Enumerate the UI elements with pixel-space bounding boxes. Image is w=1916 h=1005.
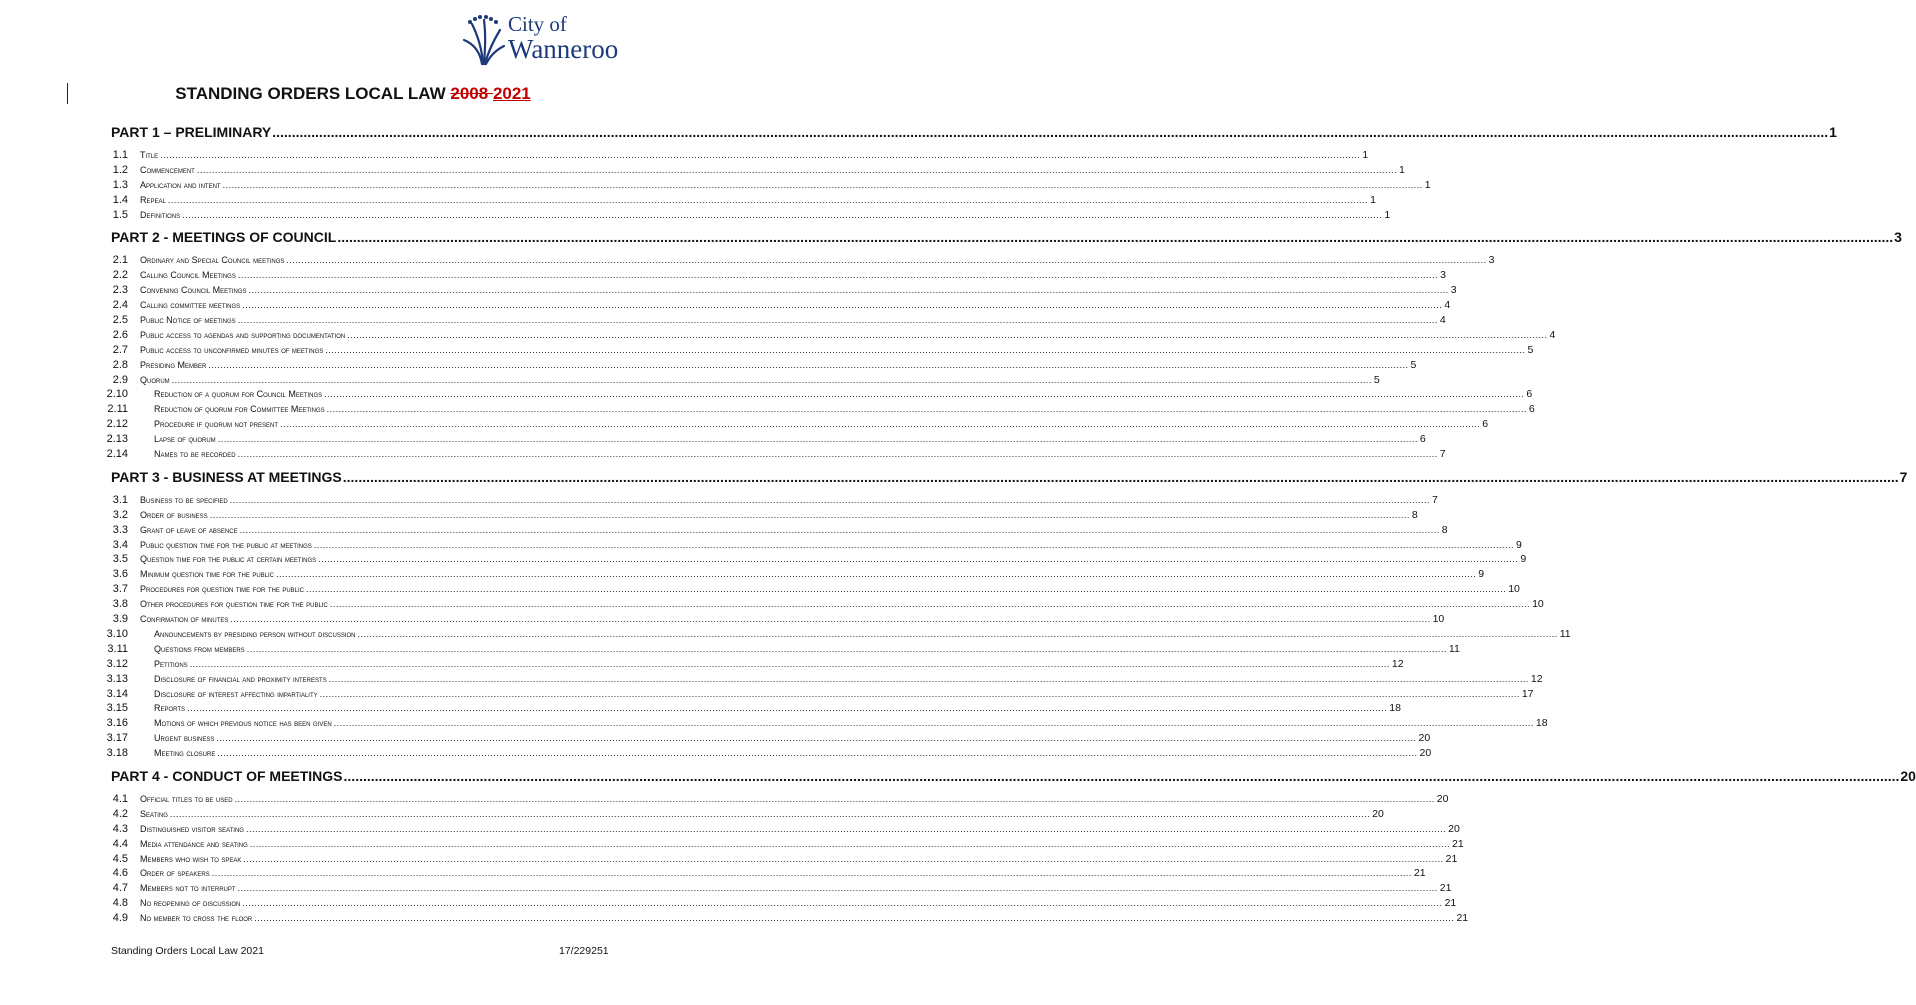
entry-title: Disclosure of interest affecting impartiality [154,688,318,699]
toc-entry[interactable] [96,538,1522,554]
toc-entry[interactable] [96,178,1431,194]
entry-number: 2.6 [112,328,128,341]
entry-title: Title [140,150,159,160]
dot-leader: ................................................................................................................................................................................................................................................................................................................................................................................................................ [229,494,1430,505]
entry-page-number: 9 [1478,568,1485,581]
entry-number: 2.9 [112,373,128,386]
entry-number: 2.3 [112,284,128,297]
part-title: PART 1 – PRELIMINARY [111,124,272,140]
dot-leader: ................................................................................................................................................................................................................................................................................................................................................................................................................ [343,767,1900,784]
dot-leader: ................................................................................................................................................................................................................................................................................................................................................................................................................ [237,883,1438,894]
toc-entry[interactable] [96,613,1445,628]
entry-title: Urgent business [154,733,215,744]
dot-leader: ................................................................................................................................................................................................................................................................................................................................................................................................................ [246,643,1447,654]
entry-title: Application and intent [140,179,221,190]
entry-page-number: 1 [1370,193,1376,206]
dot-leader: ................................................................................................................................................................................................................................................................................................................................................................................................................ [217,434,1418,445]
entry-page-number: 21 [1413,867,1426,880]
entry-page-number: 21 [1452,837,1464,850]
toc-entry[interactable] [96,149,1369,164]
footer-reference-number: 17/229251 [559,945,609,957]
entry-number: 1.2 [112,163,128,176]
entry-page-number: 1 [1399,163,1405,176]
toc-part-heading[interactable] [111,468,1908,490]
dot-leader: ................................................................................................................................................................................................................................................................................................................................................................................................................ [329,599,1531,610]
entry-page-number: 5 [1373,373,1380,386]
entry-page-number: 12 [1391,657,1404,670]
entry-page-number: 7 [1439,448,1446,461]
dot-leader: ................................................................................................................................................................................................................................................................................................................................................................................................................ [286,255,1487,266]
toc-entry[interactable] [96,568,1485,583]
entry-number: 3.11 [107,642,128,655]
dot-leader: ................................................................................................................................................................................................................................................................................................................................................................................................................ [189,658,1390,669]
title-deleted-year: 2008 [450,84,493,103]
dot-leader: ................................................................................................................................................................................................................................................................................................................................................................................................................ [280,419,1481,430]
entry-page-number: 5 [1527,343,1534,356]
dot-leader: ................................................................................................................................................................................................................................................................................................................................................................................................................ [318,554,1519,565]
entry-page-number: 8 [1411,508,1418,521]
entry-number: 3.1 [112,493,128,506]
entry-page-number: 3 [1450,284,1457,297]
entry-title: Commencement [140,164,195,175]
dot-leader: ................................................................................................................................................................................................................................................................................................................................................................................................................ [167,194,1369,205]
part-page-number: 3 [1894,229,1902,246]
entry-title: Media attendance and seating [140,838,248,849]
entry-number: 3.16 [106,717,128,730]
dot-leader: ................................................................................................................................................................................................................................................................................................................................................................................................................ [160,150,1361,160]
entry-page-number: 11 [1448,642,1460,655]
dot-leader: ................................................................................................................................................................................................................................................................................................................................................................................................................ [324,389,1525,400]
entry-title: Calling committee meetings [140,300,241,311]
entry-title: Seating [140,808,168,819]
entry-title: Presiding Member [140,359,207,370]
dot-leader: ................................................................................................................................................................................................................................................................................................................................................................................................................ [319,688,1520,699]
entry-title: Calling Council Meetings [140,270,236,281]
entry-number: 2.8 [112,358,128,371]
dot-leader: ................................................................................................................................................................................................................................................................................................................................................................................................................ [237,315,1438,326]
dot-leader: ................................................................................................................................................................................................................................................................................................................................................................................................................ [325,344,1526,355]
dot-leader: ................................................................................................................................................................................................................................................................................................................................................................................................................ [357,628,1558,639]
dot-leader: ................................................................................................................................................................................................................................................................................................................................................................................................................ [171,374,1372,385]
toc-entry[interactable] [96,702,1401,717]
toc-entry[interactable] [96,897,1457,912]
entry-number: 3.3 [112,523,128,536]
entry-page-number: 6 [1482,418,1489,431]
entry-title: Official titles to be used [140,793,233,804]
entry-title: Minimum question time for the public [140,569,275,580]
toc-entry[interactable] [96,343,1534,359]
entry-page-number: 10 [1432,613,1445,626]
entry-page-number: 3 [1488,254,1495,267]
toc-entry[interactable] [96,193,1376,209]
entry-number: 2.4 [112,299,128,312]
entry-page-number: 10 [1532,598,1544,611]
entry-number: 1.4 [112,193,128,206]
toc-entry[interactable] [96,642,1460,658]
dot-leader: ................................................................................................................................................................................................................................................................................................................................................................................................................ [242,898,1443,909]
entry-title: Definitions [140,209,181,220]
entry-number: 3.2 [112,508,128,521]
entry-page-number: 9 [1520,553,1527,566]
entry-title: Confirmation of minutes [140,614,229,625]
entry-number: 4.8 [112,897,128,910]
entry-title: Disclosure of financial and proximity interests [154,673,327,684]
entry-number: 3.7 [112,583,128,596]
toc-entry[interactable] [96,314,1446,329]
city-logo [460,12,700,67]
entry-page-number: 4 [1549,328,1556,341]
entry-title: Other procedures for question time for the public [140,599,328,610]
logo-line-2: Wanneroo [508,34,619,64]
entry-title: Meeting closure [154,748,216,759]
toc-entry[interactable] [96,672,1543,688]
entry-number: 3.13 [106,672,128,685]
entry-title: Members not to interrupt [140,883,236,894]
entry-page-number: 18 [1389,702,1401,715]
title-inserted-year: 2021 [492,84,531,103]
dot-leader: ................................................................................................................................................................................................................................................................................................................................................................................................................ [182,209,1383,220]
entry-page-number: 8 [1441,523,1448,536]
entry-title: No reopening of discussion [140,898,241,909]
dot-leader: ................................................................................................................................................................................................................................................................................................................................................................................................................ [245,823,1447,834]
entry-title: Business to be specified [140,494,228,505]
toc-entry[interactable] [96,163,1405,179]
entry-number: 3.15 [106,702,128,715]
dot-leader: ................................................................................................................................................................................................................................................................................................................................................................................................................ [326,404,1527,415]
footer-document-name: Standing Orders Local Law 2021 [111,945,264,957]
dot-leader: ................................................................................................................................................................................................................................................................................................................................................................................................................ [306,584,1507,595]
document-title [0,84,706,104]
entry-title: Public access to unconfirmed minutes of meetings [140,344,324,355]
entry-page-number: 7 [1431,493,1438,506]
part-page-number: 1 [1829,124,1837,140]
toc-part-heading[interactable] [111,124,1837,145]
dot-leader: ................................................................................................................................................................................................................................................................................................................................................................................................................ [272,124,1829,140]
entry-number: 2.10 [106,388,128,401]
entry-title: Distinguished visitor seating [140,823,244,834]
entry-title: Reports [154,703,186,714]
toc-entry[interactable] [96,328,1556,344]
toc-entry[interactable] [96,418,1489,433]
entry-number: 4.3 [112,822,128,835]
entry-page-number: 9 [1515,538,1522,551]
entry-page-number: 21 [1439,882,1452,895]
entry-number: 1.5 [112,208,128,221]
entry-page-number: 11 [1559,627,1571,640]
dot-leader: ................................................................................................................................................................................................................................................................................................................................................................................................................ [230,614,1431,625]
entry-page-number: 20 [1436,792,1449,805]
dot-leader: ................................................................................................................................................................................................................................................................................................................................................................................................................ [216,733,1417,744]
entry-page-number: 1 [1424,178,1431,191]
dot-leader: ................................................................................................................................................................................................................................................................................................................................................................................................................ [237,449,1438,460]
dot-leader: ................................................................................................................................................................................................................................................................................................................................................................................................................ [211,868,1412,879]
toc-entry[interactable] [96,508,1418,524]
toc-entry[interactable] [96,284,1457,299]
entry-title: Motions of which previous notice has been given [154,718,332,729]
toc-entry[interactable] [96,657,1404,673]
entry-page-number: 12 [1530,672,1543,685]
dot-leader: ................................................................................................................................................................................................................................................................................................................................................................................................................ [217,748,1418,759]
toc-entry[interactable] [96,358,1417,374]
dot-leader: ................................................................................................................................................................................................................................................................................................................................................................................................................ [169,808,1371,819]
entry-number: 3.4 [112,538,128,551]
toc-entry[interactable] [96,388,1533,403]
entry-page-number: 6 [1419,433,1426,446]
entry-title: No member to cross the floor [140,913,253,924]
toc-entry[interactable] [96,493,1438,509]
dot-leader: ................................................................................................................................................................................................................................................................................................................................................................................................................ [237,270,1439,281]
toc-entry[interactable] [96,867,1426,882]
entry-page-number: 1 [1362,149,1369,161]
entry-title: Names to be recorded [154,449,236,460]
entry-title: Ordinary and Special Council meetings [140,255,285,266]
entry-number: 3.14 [106,687,128,700]
dot-leader: ................................................................................................................................................................................................................................................................................................................................................................................................................ [249,838,1450,849]
entry-title: Convening Council Meetings [140,285,247,296]
entry-page-number: 20 [1419,747,1432,760]
toc-entry[interactable] [96,373,1380,389]
toc-entry[interactable] [96,448,1446,463]
dot-leader: ................................................................................................................................................................................................................................................................................................................................................................................................................ [209,509,1410,520]
entry-number: 4.4 [112,837,128,850]
entry-title: Public access to agendas and supporting documentation [140,329,346,340]
dot-leader: ................................................................................................................................................................................................................................................................................................................................................................................................................ [328,673,1529,684]
entry-page-number: 18 [1535,717,1548,730]
toc-entry[interactable] [96,208,1391,224]
entry-number: 2.14 [106,448,128,461]
entry-title: Quorum [140,374,170,385]
entry-title: Questions from members [154,643,245,654]
part-page-number: 7 [1899,468,1908,485]
toc-entry[interactable] [96,433,1426,448]
entry-number: 2.11 [107,403,128,416]
toc-entry[interactable] [96,747,1432,762]
entry-number: 2.12 [106,418,128,431]
entry-title: Grant of leave of absence [140,524,238,535]
entry-number: 3.12 [106,657,128,670]
dot-leader: ................................................................................................................................................................................................................................................................................................................................................................................................................ [248,285,1449,296]
entry-number: 1.1 [112,149,128,161]
toc-entry[interactable] [96,403,1535,418]
entry-number: 3.18 [106,747,128,760]
entry-number: 4.1 [112,792,128,805]
toc-part-heading[interactable] [111,229,1902,250]
entry-title: Public question time for the public at meetings [140,539,312,550]
entry-title: Petitions [154,658,188,669]
toc-entry[interactable] [96,598,1544,613]
toc-entry[interactable] [96,822,1460,838]
entry-title: Reduction of a quorum for Council Meetings [154,389,323,400]
entry-title: Procedure if quorum not present [154,419,279,430]
entry-page-number: 3 [1440,269,1446,282]
entry-title: Reduction of quorum for Committee Meetings [154,404,325,415]
dot-leader: ................................................................................................................................................................................................................................................................................................................................................................................................................ [342,468,1899,485]
toc-entry[interactable] [96,717,1548,732]
entry-number: 4.7 [112,882,128,895]
toc-entry[interactable] [96,254,1495,269]
entry-title: Lapse of quorum [154,434,216,445]
entry-number: 4.9 [112,912,128,925]
entry-page-number: 6 [1528,403,1535,416]
dot-leader: ................................................................................................................................................................................................................................................................................................................................................................................................................ [313,539,1514,550]
entry-number: 4.6 [112,867,128,880]
dot-leader: ................................................................................................................................................................................................................................................................................................................................................................................................................ [187,703,1388,714]
toc-entry[interactable] [96,792,1449,808]
entry-number: 2.13 [106,433,128,446]
entry-number: 1.3 [112,178,128,191]
entry-number: 2.5 [112,314,128,327]
entry-number: 3.5 [112,553,128,566]
entry-page-number: 5 [1410,358,1417,371]
entry-number: 2.1 [112,254,128,267]
logo-line-1: City of [508,12,567,36]
toc-entry[interactable] [96,553,1527,568]
toc-entry[interactable] [96,583,1520,598]
title-main: STANDING ORDERS LOCAL LAW [175,84,451,103]
entry-page-number: 20 [1418,732,1431,745]
entry-page-number: 20 [1448,822,1460,835]
toc-entry[interactable] [96,852,1458,868]
entry-title: Members who wish to speak [140,853,242,864]
toc-entry[interactable] [96,269,1446,284]
entry-page-number: 17 [1521,687,1534,700]
entry-page-number: 6 [1526,388,1533,401]
entry-number: 4.5 [112,852,128,865]
entry-number: 2.7 [112,343,128,356]
grass-tree-logo-icon [460,14,506,66]
entry-number: 3.6 [112,568,128,581]
table-of-contents [96,124,1916,927]
entry-page-number: 1 [1384,208,1391,221]
part-title: PART 2 - MEETINGS OF COUNCIL [111,229,337,246]
toc-entry[interactable] [96,837,1464,853]
entry-title: Repeal [140,194,166,205]
toc-entry[interactable] [96,299,1451,314]
entry-number: 3.17 [106,732,128,745]
dot-leader: ................................................................................................................................................................................................................................................................................................................................................................................................................ [239,524,1440,535]
entry-title: Announcements by presiding person without discussion [154,628,356,639]
entry-page-number: 4 [1444,299,1451,312]
entry-page-number: 21 [1456,912,1469,925]
dot-leader: ................................................................................................................................................................................................................................................................................................................................................................................................................ [337,229,1894,246]
dot-leader: ................................................................................................................................................................................................................................................................................................................................................................................................................ [196,164,1398,175]
toc-entry[interactable] [96,523,1448,539]
entry-number: 4.2 [112,807,128,820]
entry-page-number: 10 [1508,583,1520,596]
dot-leader: ................................................................................................................................................................................................................................................................................................................................................................................................................ [254,913,1455,924]
dot-leader: ................................................................................................................................................................................................................................................................................................................................................................................................................ [208,359,1409,370]
entry-title: Order of business [140,509,208,520]
dot-leader: ................................................................................................................................................................................................................................................................................................................................................................................................................ [347,329,1548,340]
dot-leader: ................................................................................................................................................................................................................................................................................................................................................................................................................ [243,853,1444,864]
toc-entry[interactable] [96,912,1469,927]
entry-title: Order of speakers [140,868,210,879]
entry-page-number: 21 [1445,852,1458,865]
toc-entry[interactable] [96,882,1452,897]
entry-number: 3.9 [112,613,128,626]
toc-entry[interactable] [96,732,1431,747]
entry-number: 2.2 [112,269,128,282]
toc-entry[interactable] [96,687,1534,703]
part-title: PART 3 - BUSINESS AT MEETINGS [111,468,342,485]
entry-page-number: 4 [1439,314,1446,327]
dot-leader: ................................................................................................................................................................................................................................................................................................................................................................................................................ [276,569,1477,580]
entry-title: Question time for the public at certain meetings [140,554,317,565]
dot-leader: ................................................................................................................................................................................................................................................................................................................................................................................................................ [242,300,1443,311]
dot-leader: ................................................................................................................................................................................................................................................................................................................................................................................................................ [222,179,1423,190]
entry-page-number: 20 [1372,807,1384,820]
toc-entry[interactable] [96,807,1384,823]
dot-leader: ................................................................................................................................................................................................................................................................................................................................................................................................................ [333,718,1534,729]
part-page-number: 20 [1900,767,1916,784]
entry-title: Public Notice of meetings [140,315,236,326]
entry-number: 3.10 [106,627,128,640]
toc-entry[interactable] [96,627,1571,643]
dot-leader: ................................................................................................................................................................................................................................................................................................................................................................................................................ [234,793,1435,804]
entry-title: Procedures for question time for the public [140,584,305,595]
part-title: PART 4 - CONDUCT OF MEETINGS [111,767,343,784]
entry-page-number: 21 [1444,897,1457,910]
toc-part-heading[interactable] [111,767,1916,789]
entry-number: 3.8 [112,598,128,611]
